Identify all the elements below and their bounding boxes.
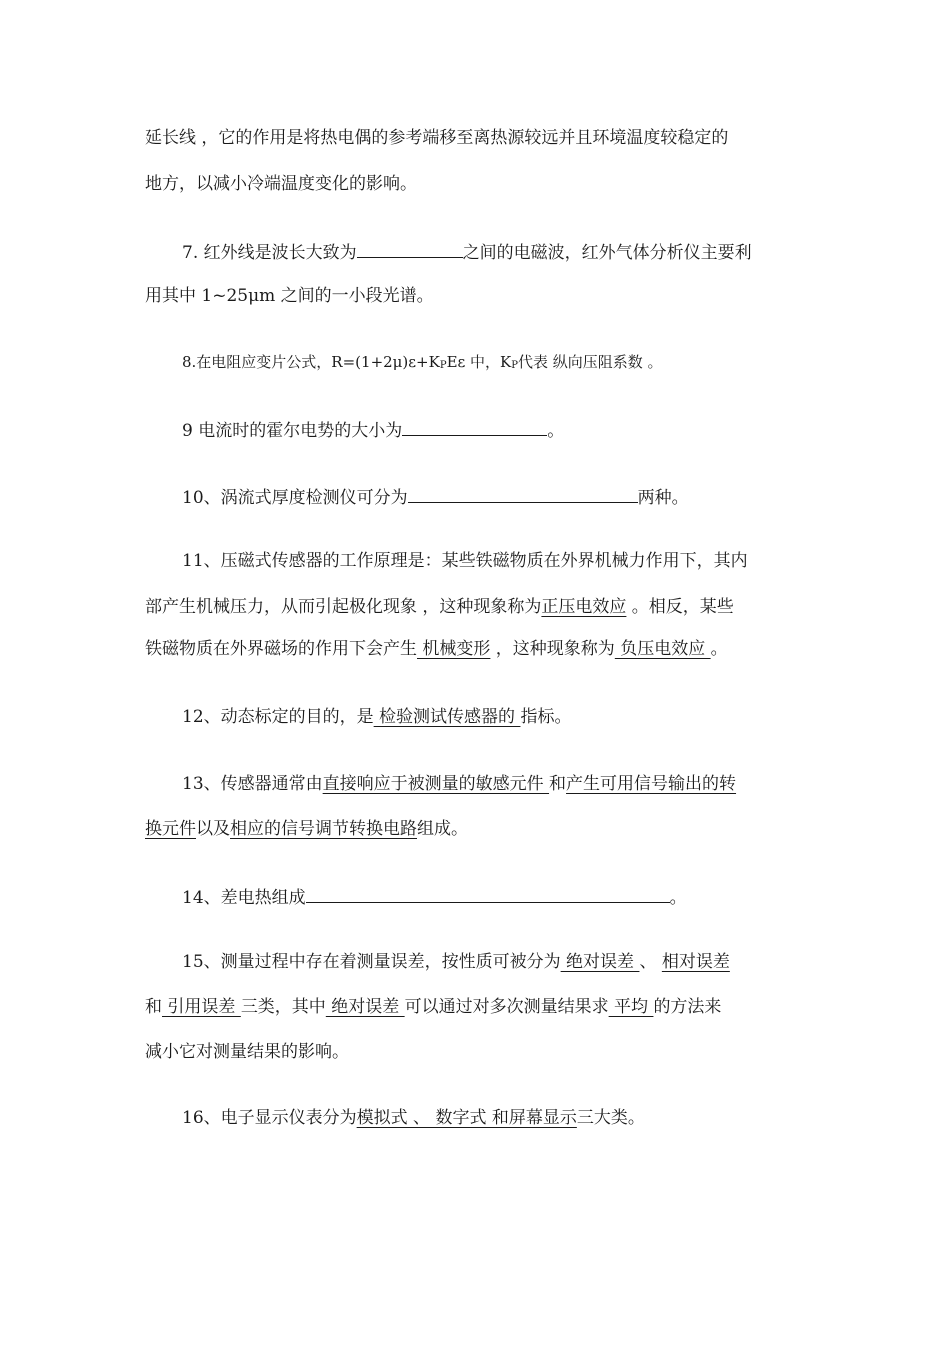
p15-pre: 15、测量过程中存在着测量误差，按性质可被分为 [182, 952, 561, 972]
p16-line [182, 1106, 645, 1130]
p7-blank [357, 238, 463, 258]
p11-line2-pre: 部产生机械压力，从而引起极化现象 ，这种现象称为 [145, 597, 542, 617]
p8-mid: Eε 中，K [446, 353, 512, 371]
p8-post: 代表 纵向压阻系数 。 [518, 353, 663, 371]
p8-sub2: P [511, 360, 518, 371]
p13-mid: 和 [549, 774, 567, 794]
p13-line2-post: 组成。 [417, 819, 468, 839]
p11-line3-post: 。 [710, 639, 728, 659]
p12-post: 指标。 [520, 707, 572, 727]
p11-line1: 11、压磁式传感器的工作原理是：某些铁磁物质在外界机械力作用下，其内 [182, 551, 748, 571]
p12-pre: 12、动态标定的目的，是 [182, 707, 374, 727]
p14-line [182, 883, 687, 910]
p6-line1: 延长线 ，它的作用是将热电偶的参考端移至离热源较远并且环境温度较稳定的 [145, 128, 729, 148]
p8-sub1: P [439, 360, 447, 371]
p9-line [182, 416, 564, 443]
p11-line3-pre: 铁磁物质在外界磁场的作用下会产生 [145, 639, 417, 659]
p13-pre: 13、传感器通常由 [182, 774, 323, 794]
p15-answer-4: 绝对误差 [325, 997, 405, 1017]
p7-line2: 用其中 1~25μm 之间的一小段光谱。 [145, 286, 434, 306]
p11-answer-2: 机械变形 [417, 639, 491, 659]
p14-post: 。 [669, 888, 687, 908]
p15-line2-mid1: 三类，其中 [240, 997, 326, 1017]
p11-answer-1: 正压电效应 [541, 597, 627, 617]
p11-line2-post: 。相反，某些 [626, 597, 734, 617]
p15-line2 [145, 995, 721, 1019]
p15-answer-1: 绝对误差 [560, 952, 640, 972]
p15-line1 [182, 950, 730, 974]
p11-line2 [145, 595, 734, 619]
p8-line [182, 350, 663, 378]
p13-line1 [182, 772, 736, 796]
p16-pre: 16、电子显示仪表分为 [182, 1108, 357, 1128]
p7-line1 [182, 238, 752, 265]
p11-answer-3: 负压电效应 [614, 639, 711, 659]
p9-pre: 9 电流时的霍尔电势的大小为 [182, 421, 403, 441]
p16-answer: 模拟式 、 数字式 和屏幕显示 [356, 1108, 577, 1128]
p16-post: 三大类。 [576, 1108, 645, 1128]
p13-line2 [145, 817, 468, 841]
p9-blank [402, 416, 547, 436]
p13-answer-1: 直接响应于被测量的敏感元件 [322, 774, 550, 794]
p13-answer-3: 相应的信号调节转换电路 [230, 819, 417, 839]
p15-answer-3: 引用误差 [162, 997, 241, 1017]
p12-line [182, 705, 571, 729]
p15-line3: 减小它对测量结果的影响。 [145, 1042, 349, 1062]
p15-line2-mid2: 可以通过对多次测量结果求 [404, 997, 609, 1017]
p10-post: 两种。 [637, 488, 689, 508]
p14-blank [306, 883, 670, 903]
p10-blank [408, 483, 638, 503]
p13-answer-2: 产生可用信号输出的转 [566, 774, 737, 794]
p15-answer-5: 平均 [608, 997, 654, 1017]
p15-line2-post: 的方法来 [653, 997, 722, 1017]
p15-answer-2: 相对误差 [661, 952, 730, 972]
p13-line2-mid: 以及 [196, 819, 230, 839]
p14-pre: 14、差电热组成 [182, 888, 306, 908]
p15-mid1: 、 [639, 952, 662, 972]
p9-post: 。 [547, 421, 565, 441]
p10-pre: 10、涡流式厚度检测仪可分为 [182, 488, 408, 508]
p11-line3-mid: ，这种现象称为 [490, 639, 615, 659]
p15-line2-pre: 和 [145, 997, 162, 1017]
p7-pre: 7. 红外线是波长大致为 [182, 243, 357, 263]
p10-line [182, 483, 689, 510]
p7-post: 之间的电磁波，红外气体分析仪主要利 [462, 243, 752, 263]
p12-answer: 检验测试传感器的 [373, 707, 521, 727]
p6-line2: 地方，以减小冷端温度变化的影响。 [145, 174, 417, 194]
p11-line3 [145, 637, 728, 661]
p8-pre: 8.在电阻应变片公式，R=(1+2μ)ε+K [182, 353, 440, 371]
p13-answer-2-cont: 换元件 [145, 819, 196, 839]
